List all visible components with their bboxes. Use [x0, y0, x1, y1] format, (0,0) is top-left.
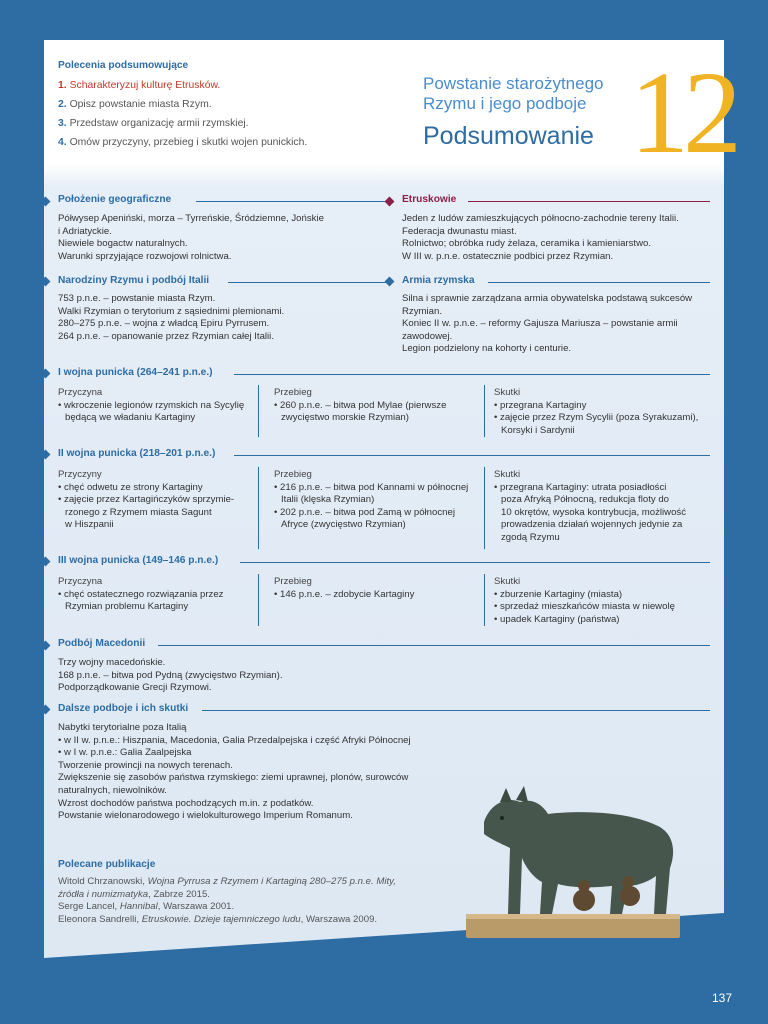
command-item: 4. Omów przyczyny, przebieg i skutki wojen punickich.	[58, 137, 308, 148]
command-item: 2. Opisz powstanie miasta Rzym.	[58, 99, 212, 110]
column-divider	[484, 467, 485, 549]
divider	[234, 455, 710, 456]
chapter-number: 12	[630, 47, 736, 178]
section-marker-icon	[41, 369, 51, 379]
section-body-further-conquests: Nabytki terytorialne poza Italią • w II w. p.n.e.: Hiszpania, Macedonia, Galia Przedalpejska i część Afryki Północnej • w I w. p.n.e.: Galia Zaalpejska Tworzenie prowincji na nowych terenach. Zwiększenie się zasobów państwa rzymskiego: ziemi uprawnej, plonów, surowców naturalnych, niewolników. Wzrost dochodów państwa pochodzących m.in. z podatków. Powstanie wielonarodowego i wielokulturowego Imperium Romanum.	[58, 722, 411, 822]
column-divider	[258, 574, 259, 626]
publication-item: Serge Lancel, Hannibal, Warszawa 2001.	[58, 901, 235, 913]
section-title-birth-of-rome: Narodziny Rzymu i podbój Italii	[58, 275, 210, 286]
publications-title: Polecane publikacje	[58, 859, 156, 870]
divider	[228, 282, 388, 283]
summary-commands-list	[58, 76, 307, 152]
section-body-etruscans: Jeden z ludów zamieszkujących północno-zachodnie tereny Italii. Federacja dwunastu miast. Rolnictwo; obróbka rudy żelaza, ceramika i kamieniarstwo. W III w. p.n.e. ostatecznie podbici przez Rzymian.	[402, 213, 679, 262]
divider	[234, 374, 710, 375]
divider	[196, 201, 388, 202]
section-marker-icon	[41, 450, 51, 460]
section-title-second-punic-war: II wojna punicka (218–201 p.n.e.)	[58, 448, 216, 459]
command-item: 1. Scharakteryzuj kulturę Etrusków.	[58, 80, 221, 91]
column-divider	[484, 574, 485, 626]
war3-effects: Skutki • zburzenie Kartaginy (miasta) • sprzedaż mieszkańców miasta w niewolę • upadek Kartaginy (państwa)	[494, 576, 675, 625]
column-divider	[258, 385, 259, 437]
section-marker-icon	[41, 557, 51, 567]
page-sheet	[44, 40, 736, 958]
section-body-macedonia: Trzy wojny macedońskie. 168 p.n.e. – bitwa pod Pydną (zwycięstwo Rzymian). Podporządkowanie Grecji Rzymowi.	[58, 657, 283, 694]
war1-cause: Przyczyna • wkroczenie legionów rzymskich na Sycylię będącą we władaniu Kartaginy	[58, 387, 245, 424]
war3-cause: Przyczyna • chęć ostatecznego rozwiązania przez Rzymian problemu Kartaginy	[58, 576, 224, 613]
section-body-army: Silna i sprawnie zarządzana armia obywatelska podstawą sukcesów Rzymian. Koniec II w. p.n.e. – reformy Gajusza Mariusza – powstanie armii zawodowej. Legion podzielony na kohorty i centurie.	[402, 293, 693, 355]
war3-course: Przebieg • 146 p.n.e. – zdobycie Kartaginy	[274, 576, 415, 600]
section-marker-icon	[41, 705, 51, 715]
column-divider	[258, 467, 259, 549]
section-title-etruscans: Etruskowie	[402, 194, 457, 205]
war1-course: Przebieg • 260 p.n.e. – bitwa pod Mylae (pierwsze zwycięstwo morskie Rzymian)	[274, 387, 447, 424]
page-number: 137	[712, 991, 733, 1005]
war2-effects: Skutki • przegrana Kartaginy: utrata posiadłości poza Afryką Północną, redukcja floty do 10 okrętów, wysoka kontrybucja, możliwość prowadzenia działań wojennych jedynie za zgodą Rzymu	[494, 469, 687, 543]
section-marker-icon	[385, 197, 395, 207]
divider	[240, 562, 710, 563]
section-marker-icon	[41, 641, 51, 651]
war1-effects: Skutki • przegrana Kartaginy • zajęcie przez Rzym Sycylii (poza Syrakuzami), Korsyki i Sardynii	[494, 387, 699, 436]
section-title-further-conquests: Dalsze podboje i ich skutki	[58, 703, 189, 714]
section-title-army: Armia rzymska	[402, 275, 475, 286]
section-body-geography: Półwysep Apeniński, morza – Tyrreńskie, Śródziemne, Jońskie i Adriatyckie. Niewiele bogactw naturalnych. Warunki sprzyjające rozwojowi rolnictwa.	[58, 213, 324, 262]
war2-causes: Przyczyny • chęć odwetu ze strony Kartaginy • zajęcie przez Kartagińczyków sprzymie- rzonego z Rzymem miasta Sagunt w Hiszpanii	[58, 469, 235, 531]
section-title-macedonia: Podbój Macedonii	[58, 638, 146, 649]
section-marker-icon	[385, 277, 395, 287]
section-marker-icon	[41, 197, 51, 207]
command-item: 3. Przedstaw organizację armii rzymskiej.	[58, 118, 249, 129]
section-title-third-punic-war: III wojna punicka (149–146 p.n.e.)	[58, 555, 219, 566]
section-title-geography: Położenie geograficzne	[58, 194, 172, 205]
war2-course: Przebieg • 216 p.n.e. – bitwa pod Kannami w północnej Italii (klęska Rzymian) • 202 p.n.e. – bitwa pod Zamą w północnej Afryce (zwycięstwo Rzymian)	[274, 469, 469, 531]
summary-commands-title: Polecenia podsumowujące	[58, 60, 189, 71]
section-body-birth-of-rome: 753 p.n.e. – powstanie miasta Rzym. Walki Rzymian o terytorium z sąsiednimi plemionami. 280–275 p.n.e. – wojna z władcą Epiru Pyrrusem. 264 p.n.e. – opanowanie przez Rzymian całej Italii.	[58, 293, 285, 342]
publication-item: Eleonora Sandrelli, Etruskowie. Dzieje tajemniczego ludu, Warszawa 2009.	[58, 913, 378, 925]
publication-item-cont: źródła i numizmatyka, Zabrze 2015.	[58, 888, 210, 900]
chapter-title: Powstanie starożytnego Rzymu i jego podboje	[423, 74, 604, 113]
column-divider	[484, 385, 485, 437]
divider	[468, 201, 710, 202]
section-title-first-punic-war: I wojna punicka (264–241 p.n.e.)	[58, 367, 213, 378]
publications-list	[58, 876, 396, 926]
divider	[488, 282, 710, 283]
chapter-subtitle: Podsumowanie	[423, 122, 594, 150]
section-marker-icon	[41, 277, 51, 287]
divider	[158, 645, 710, 646]
publication-item: Witold Chrzanowski, Wojna Pyrrusa z Rzymem i Kartaginą 280–275 p.n.e. Mity,	[58, 876, 396, 887]
divider	[202, 710, 710, 711]
